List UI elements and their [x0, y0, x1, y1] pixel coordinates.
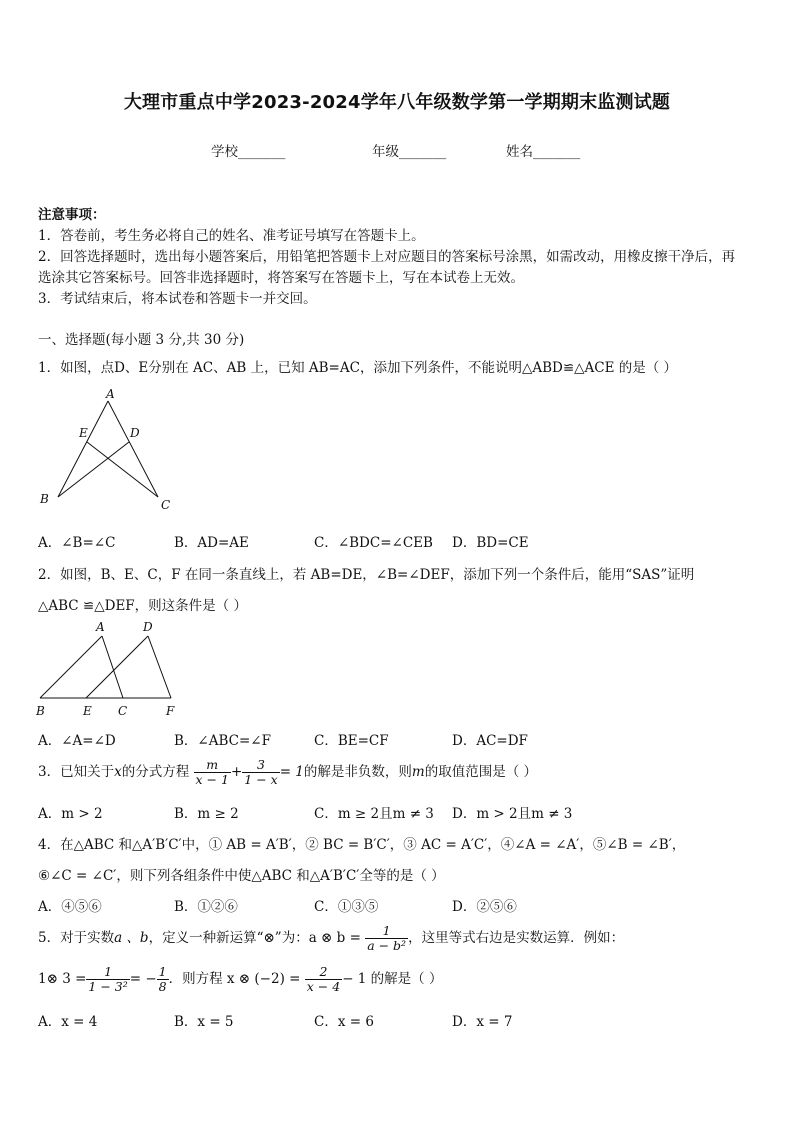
q4-option-c: C．①③⑤ [314, 899, 379, 915]
q5-ex-fraction-2: $\frac{1}{8}$ [158, 964, 167, 994]
q1-option-b: B．AD=AE [174, 535, 249, 551]
q5-option-c: C．x = 6 [314, 1014, 374, 1030]
q3-option-b: B．m ≥ 2 [174, 806, 239, 822]
q4-stem-2: ⑥∠C = ∠C′，则下列各组条件中使△ABC 和△A′B′C′全等的是（ ） [38, 868, 445, 884]
q5-stem-2 [38, 962, 442, 996]
q5-option-a: A．x = 4 [38, 1014, 98, 1030]
q5-ex-pre: 1⊗ 3 = [38, 971, 87, 987]
q2-option-a: A．∠A=∠D [38, 733, 116, 749]
q3-eq: = 1 [279, 764, 304, 780]
q4-option-a: A．④⑤⑥ [38, 899, 102, 915]
q5-ex-fraction: $\frac{1}{\text{1 − 3²}}$ [88, 964, 128, 994]
q1-label-d: D [130, 426, 140, 440]
q4-stem-1: 4．在△ABC 和△A′B′C′中，① AB = A′B′，② BC = B′C′，③ AC = A′C′，④∠A = ∠A′，⑤∠B = ∠B′， [38, 837, 686, 853]
q5-def-fraction: $\frac{1}{\text{a − b²}}$ [367, 923, 407, 953]
q2-stem-2: △ABC ≌△DEF，则这条件是（ ） [38, 598, 247, 614]
q2-figure [30, 615, 190, 720]
q3-var-x: x [114, 764, 122, 780]
q3-post2: 的取值范围是（ ） [424, 764, 538, 780]
q5-post: ，这里等式右边是实数运算．例如： [408, 930, 625, 946]
q3-option-c: C．m ≥ 2且m ≠ 3 [314, 806, 434, 822]
q5-option-b: B．x = 5 [174, 1014, 234, 1030]
q3-mid: 的分式方程 [121, 764, 190, 780]
q1-label-c: C [161, 498, 171, 512]
q3-option-a: A．m > 2 [38, 806, 103, 822]
q2-stem-1: 2．如图，B、E、C，F 在同一条直线上，若 AB=DE，∠B=∠DEF，添加下列一个条件后，能用“SAS”证明 [38, 567, 695, 583]
q3-post: 的解是非负数，则 [303, 764, 412, 780]
note-item-2b: 选涂其它答案标号。回答非选择题时，将答案写在答题卡上，写在本试卷上无效。 [38, 270, 524, 286]
q1-figure [30, 385, 190, 520]
q1-stem: 1．如图，点D、E分别在 AC、AB 上，已知 AB=AC，添加下列条件，不能说明△ABD≌△ACE 的是（ ） [38, 360, 678, 376]
grade-field: 年级_______ [372, 144, 447, 160]
q1-label-a: A [106, 387, 115, 401]
q1-label-b: B [40, 492, 49, 506]
q2-label-e: E [83, 704, 92, 718]
q5-option-d: D．x = 7 [452, 1014, 513, 1030]
q5-eq-fraction: $\frac{2}{x - 4}$ [306, 964, 341, 994]
notes-heading: 注意事项： [38, 207, 106, 223]
section-heading: 一、选择题(每小题 3 分,共 30 分) [38, 332, 245, 348]
q5-ex-eq: = − [129, 971, 157, 987]
q2-label-f: F [166, 704, 175, 718]
q1-option-a: A．∠B=∠C [38, 535, 116, 551]
q3-fraction-2: $\frac{3}{1 - x}$ [244, 757, 278, 787]
q3-stem [38, 757, 537, 787]
q1-option-c: C．∠BDC=∠CEB [314, 535, 433, 551]
q3-pre: 3．已知关于 [38, 764, 115, 780]
q3-fraction-1: $\frac{m}{x - 1}$ [195, 757, 229, 787]
note-item-1: 1．答卷前，考生务必将自己的姓名、准考证号填写在答题卡上。 [38, 228, 425, 244]
q2-label-d: D [143, 620, 153, 634]
page-title: 大理市重点中学2023-2024学年八年级数学第一学期期末监测试题 [123, 92, 671, 113]
q2-option-c: C．BE=CF [314, 733, 389, 749]
q5-mid: ，定义一种新运算“⊗”为：a ⊗ b = [148, 930, 361, 946]
q2-label-a: A [96, 620, 105, 634]
q4-option-b: B．①②⑥ [174, 899, 238, 915]
q5-pre: 5．对于实数 [38, 930, 115, 946]
q5-stem-1 [38, 922, 624, 954]
q4-option-d: D．②⑤⑥ [452, 899, 517, 915]
q2-option-d: D．AC=DF [452, 733, 528, 749]
q3-option-d: D．m > 2且m ≠ 3 [452, 806, 573, 822]
q5-eq-post: − 1 的解是（ ） [342, 971, 443, 987]
q5-ex-mid: ．则方程 x ⊗ (−2) = [168, 971, 301, 987]
q2-label-c: C [118, 704, 128, 718]
q2-label-b: B [36, 704, 45, 718]
school-field: 学校_______ [211, 144, 286, 160]
note-item-2a: 2．回答选择题时，选出每小题答案后，用铅笔把答题卡上对应题目的答案标号涂黑，如需改动，用橡皮擦干净后，再 [38, 249, 736, 265]
q3-var-m: m [411, 764, 425, 780]
q1-label-e: E [79, 426, 88, 440]
q5-ab: a 、b [114, 930, 149, 946]
q3-plus: + [230, 764, 243, 780]
q1-option-d: D．BD=CE [452, 535, 529, 551]
note-item-3: 3．考试结束后，将本试卷和答题卡一并交回。 [38, 291, 317, 307]
q2-option-b: B．∠ABC=∠F [174, 733, 271, 749]
name-field: 姓名_______ [506, 144, 581, 160]
